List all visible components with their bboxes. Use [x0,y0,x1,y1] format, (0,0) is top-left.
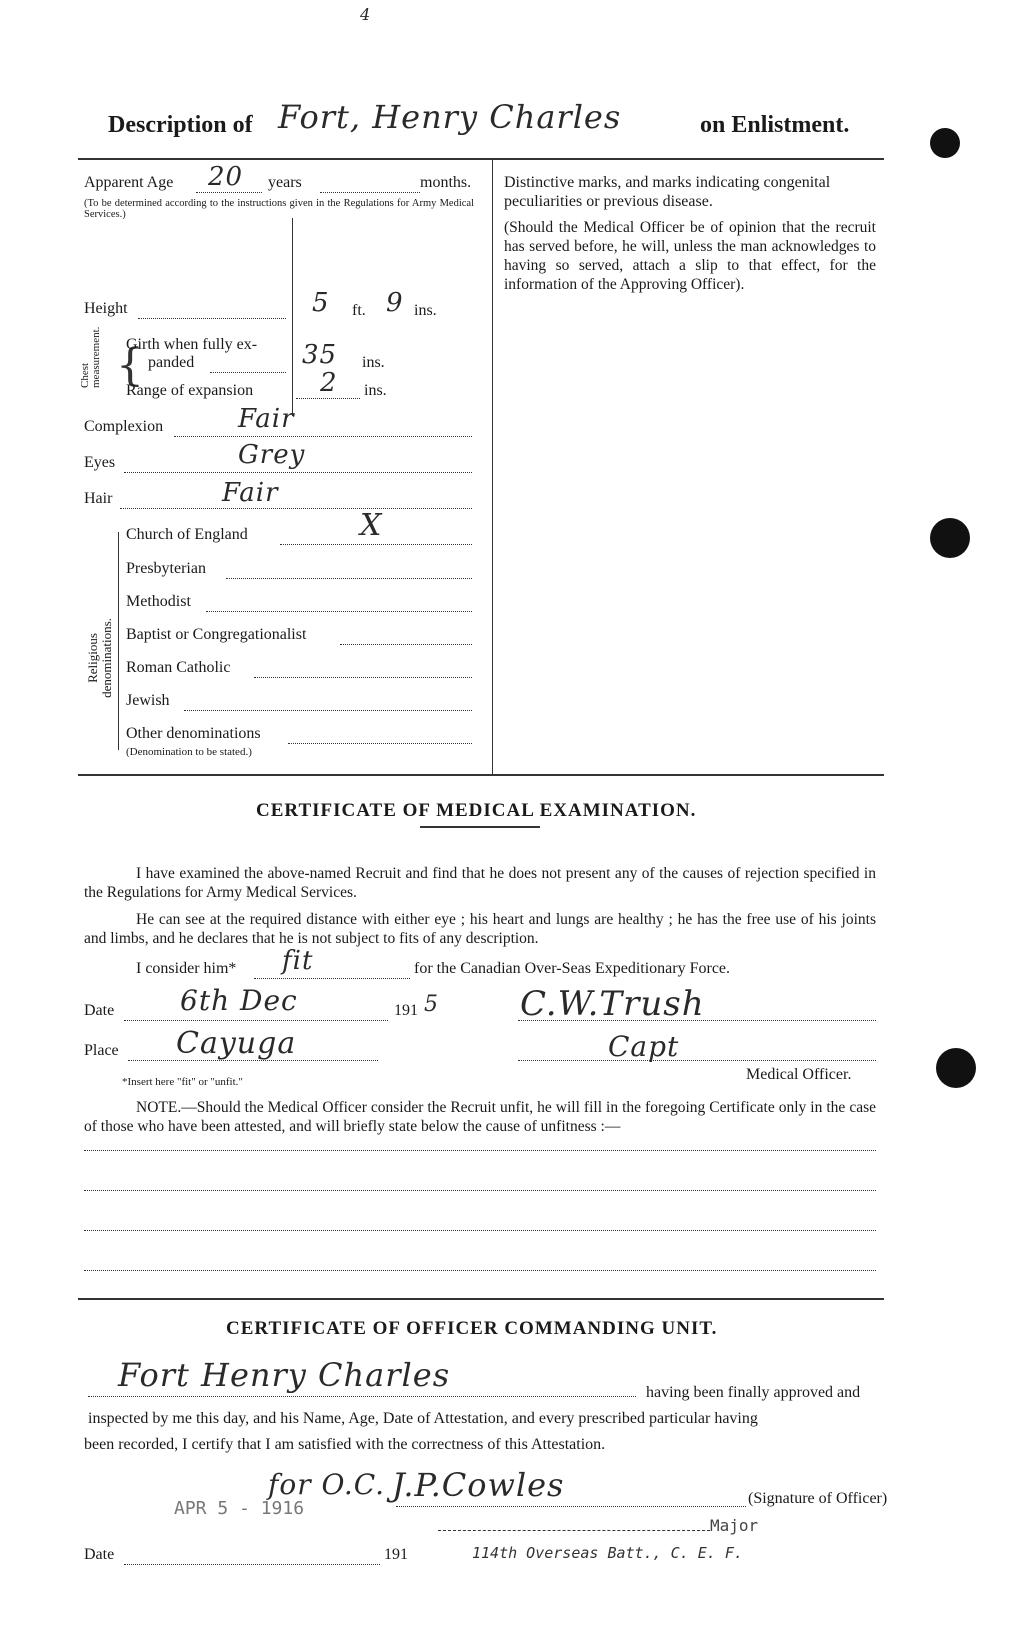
rank-stamp-dots [438,1530,710,1531]
range-dots [296,398,360,399]
eyes-dots [124,472,472,473]
distinctive-marks-title-2: peculiarities or previous disease. [504,193,713,210]
rank-dots [518,1060,876,1061]
religion-brace-line [118,532,119,750]
medical-date-dots [124,1020,388,1021]
religion-dots-2 [206,611,472,612]
insert-note: *Insert here "fit" or "unfit." [122,1076,243,1088]
religion-dots-5 [184,710,472,711]
height-ft-value: 5 [312,288,330,318]
ins-label-girth: ins. [362,354,385,371]
commanding-name-dots [88,1396,636,1397]
commanding-text-1: having been finally approved and [646,1384,861,1401]
height-in-value: 9 [386,288,404,318]
medical-bottom-rule [78,1298,884,1300]
commanding-certificate-title: CERTIFICATE OF OFFICER COMMANDING UNIT. [226,1318,718,1339]
top-scribble: 4 [360,5,372,24]
range-value: 2 [320,368,338,398]
medical-date-label: Date [84,1002,115,1019]
religion-church-of-england: Church of England [126,526,248,543]
unit-stamp: 114th Overseas Batt., C. E. F. [472,1544,743,1562]
commanding-text-2: inspected by me this day, and his Name, Age, Date of Attestation, and every prescribed particular having [88,1410,758,1427]
distinctive-marks-note: (Should the Medical Officer be of opinion that the recruit has served before, he will, unless the man acknowledges to having so served, attach a slip to that effect, for the information of the Approving Officer). [504,219,876,293]
medical-year-value: 5 [424,992,439,1017]
age-note: (To be determined according to the instructions given in the Regulations for Army Medical Services.) [84,198,474,220]
chest-brace: { [116,340,144,391]
commanding-date-dots [124,1564,380,1565]
signature-dots [518,1020,876,1021]
for-oc: for O.C. [268,1468,386,1501]
medical-year-prefix: 191 [394,1002,418,1019]
complexion-value: Fair [238,404,295,434]
denomination-note: (Denomination to be stated.) [126,746,252,758]
girth-dots [210,372,286,373]
medical-para-2: He can see at the required distance with either eye ; his heart and lungs are healthy ; he has the free use of his joints and limbs, and he declares that he is not subject to fits of any description. [84,911,876,947]
religion-dots-3 [340,644,472,645]
months-dots [320,192,420,193]
distinctive-marks-title-1: Distinctive marks, and marks indicating congenital [504,174,831,191]
girth-label-1: Girth when fully ex- [126,336,258,353]
officer-signature-dots [396,1506,746,1507]
age-value: 20 [208,162,244,192]
medical-date-value: 6th Dec [180,984,298,1017]
religion-mark-church-of-england: X [360,508,383,543]
medical-officer-label: Medical Officer. [746,1066,852,1083]
commanding-text-3: been recorded, I certify that I am satisfied with the correctness of this Attestation. [84,1436,606,1453]
commanding-date-label: Date [84,1546,115,1563]
hair-dots [120,508,472,509]
officer-signature: J.P.Cowles [392,1466,565,1504]
place-label: Place [84,1042,119,1059]
rank-stamp: Major [710,1516,759,1535]
hair-value: Fair [222,478,279,508]
bottom-rule-top-section [78,774,884,776]
header-prefix: Description of [108,112,253,138]
girth-label-2: panded [148,354,195,371]
punch-hole-top [930,128,960,158]
medical-officer-signature: C.W.Trush [520,984,705,1024]
religion-label: Religious denominations. [85,618,114,698]
commanding-name-handwritten: Fort Henry Charles [118,1356,451,1394]
received-date-stamp: APR 5 - 1916 [174,1498,305,1519]
ft-label: ft. [352,302,366,319]
religion-dots-0 [280,544,472,545]
apparent-age-label: Apparent Age [84,174,174,191]
religion-dots-6 [288,743,472,744]
rank-value: Capt [608,1030,680,1063]
medical-para-1: I have examined the above-named Recruit and find that he does not present any of the causes of rejection specified in the Regulations for Army Medical Services. [84,865,876,901]
place-value: Cayuga [176,1026,297,1061]
eyes-value: Grey [238,440,306,470]
religion-other: Other denominations [126,725,261,742]
consider-value: fit [282,946,314,976]
complexion-label: Complexion [84,418,164,435]
religion-baptist: Baptist or Congregationalist [126,626,307,643]
unfit-line-2 [84,1190,876,1191]
years-label: years [268,174,302,191]
age-dots [196,192,262,193]
unfit-line-1 [84,1150,876,1151]
consider-suffix: for the Canadian Over-Seas Expeditionary Force. [414,960,731,977]
header-name-handwritten: Fort, Henry Charles [278,98,622,136]
range-label: Range of expansion [126,382,254,399]
religion-roman-catholic: Roman Catholic [126,659,231,676]
complexion-dots [174,436,472,437]
ins-label-range: ins. [364,382,387,399]
punch-hole-middle [930,518,970,558]
ins-label-height: ins. [414,302,437,319]
column-divider [492,160,493,774]
medical-title-underline [420,826,540,828]
religion-presbyterian: Presbyterian [126,560,206,577]
left-inner-divider [292,218,293,416]
unfit-note: NOTE.—Should the Medical Officer consider the Recruit unfit, he will fill in the foregoing Certificate only in the case of those who have been attested, and will briefly state below the cause of unfitness :— [84,1099,876,1135]
medical-certificate-title: CERTIFICATE OF MEDICAL EXAMINATION. [256,800,697,821]
religion-dots-1 [226,578,472,579]
commanding-year-prefix: 191 [384,1546,408,1563]
religion-dots-4 [254,677,472,678]
header-suffix: on Enlistment. [700,112,850,138]
hair-label: Hair [84,490,113,507]
header-rule [78,158,884,160]
chest-label: Chest measurement. [79,326,102,388]
unfit-line-4 [84,1270,876,1271]
religion-methodist: Methodist [126,593,191,610]
religion-jewish: Jewish [126,692,170,709]
consider-label: I consider him* [136,960,237,977]
unfit-line-3 [84,1230,876,1231]
punch-hole-bottom [936,1048,976,1088]
girth-value: 35 [302,340,338,370]
months-label: months. [420,174,472,191]
height-label: Height [84,300,128,317]
height-dots [138,318,286,319]
consider-dots [254,978,410,979]
eyes-label: Eyes [84,454,116,471]
signature-of-officer-label: (Signature of Officer) [748,1490,888,1507]
